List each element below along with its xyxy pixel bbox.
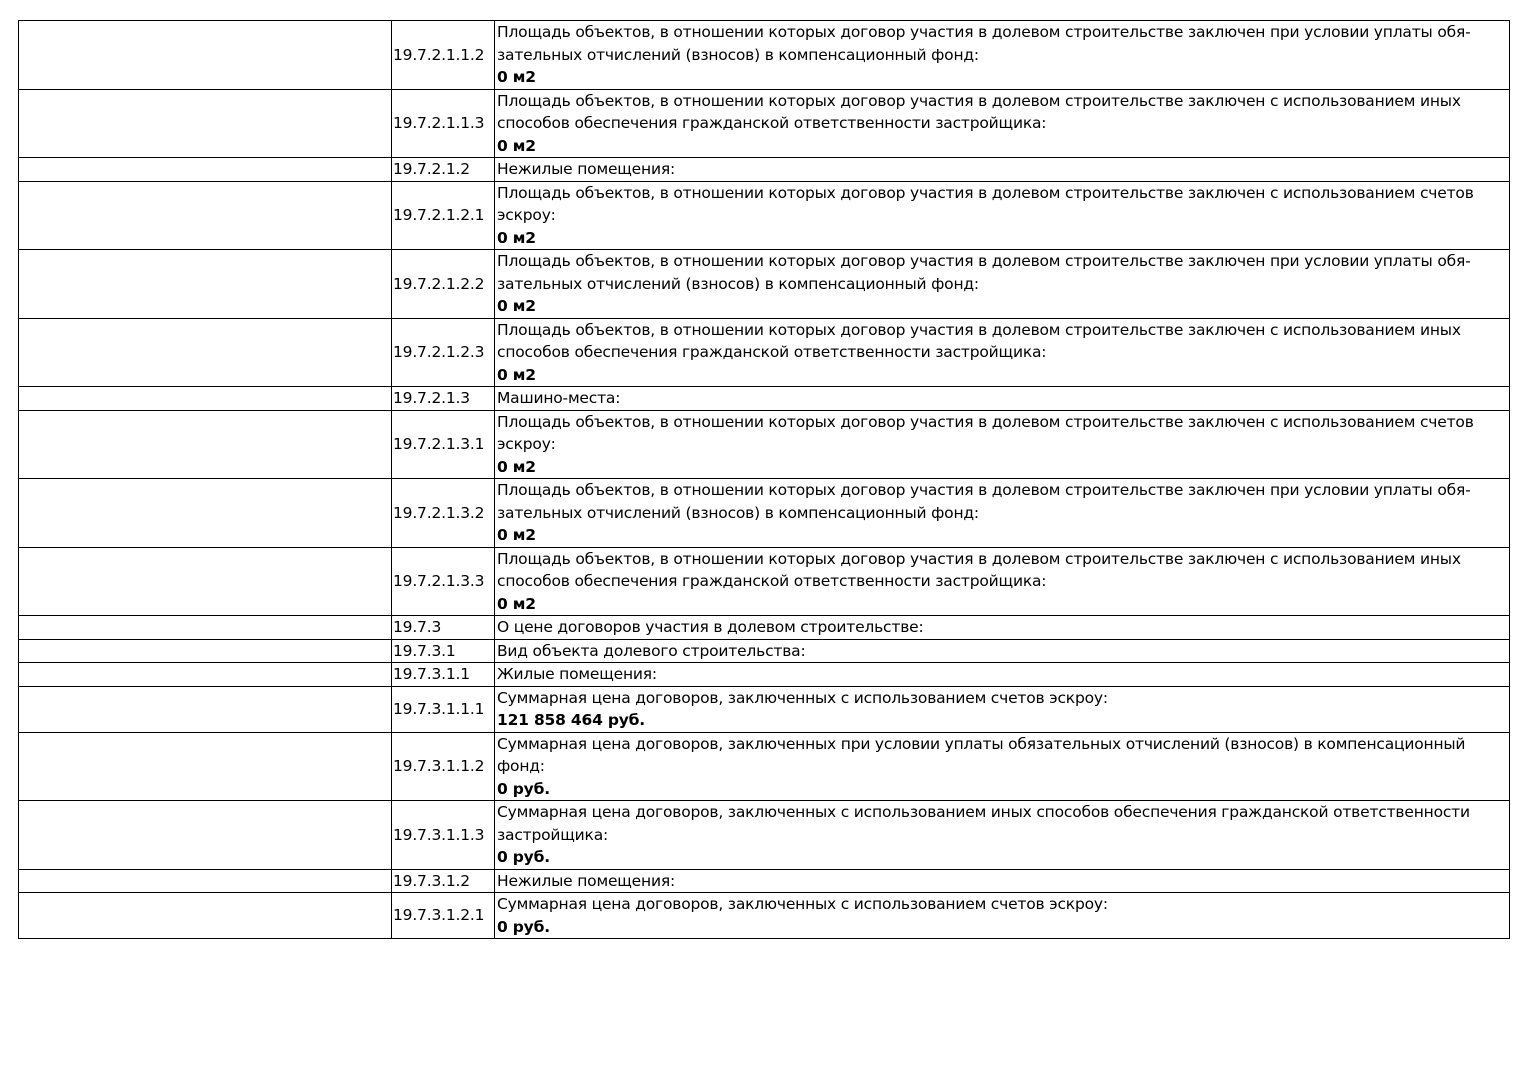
empty-cell [19, 250, 392, 319]
empty-cell [19, 732, 392, 801]
item-content [495, 410, 1510, 479]
item-number: 19.7.3.1.1.2 [392, 732, 495, 801]
item-label: Нежилые помещения: [497, 160, 675, 178]
table-row [19, 663, 1510, 687]
table-row [19, 250, 1510, 319]
empty-cell [19, 410, 392, 479]
item-content [495, 616, 1510, 640]
table-row [19, 801, 1510, 870]
table-row [19, 639, 1510, 663]
item-value: 0 м2 [497, 365, 536, 384]
item-content [495, 801, 1510, 870]
item-label: Площадь объектов, в отношении которых договор участия в долевом строительстве заключен при условии уплаты обязательных отчислений (взносов) в компенсационный фонд: [497, 481, 1471, 522]
item-number: 19.7.3.1.1.3 [392, 801, 495, 870]
empty-cell [19, 21, 392, 90]
item-number: 19.7.2.1.3 [392, 387, 495, 411]
table-row [19, 732, 1510, 801]
item-label: Вид объекта долевого строительства: [497, 641, 806, 660]
item-label: Суммарная цена договоров, заключенных при условии уплаты обязательных отчислений (взносов) в компенсационный фонд: [497, 734, 1466, 775]
empty-cell [19, 547, 392, 616]
item-content [495, 479, 1510, 548]
item-label: Площадь объектов, в отношении которых договор участия в долевом строительстве заключен с использованием счетов эскроу: [497, 183, 1474, 224]
table-row [19, 410, 1510, 479]
item-content [495, 158, 1510, 182]
item-value: 0 м2 [497, 526, 536, 544]
item-content [495, 869, 1510, 893]
item-number: 19.7.2.1.3.3 [392, 547, 495, 616]
empty-cell [19, 801, 392, 870]
empty-cell [19, 663, 392, 687]
item-number: 19.7.2.1.2.3 [392, 318, 495, 387]
item-value: 0 руб. [497, 848, 550, 866]
item-value: 0 м2 [497, 297, 536, 315]
item-number: 19.7.3.1.2 [392, 869, 495, 893]
empty-cell [19, 387, 392, 411]
empty-cell [19, 686, 392, 732]
item-value: 0 м2 [497, 457, 536, 476]
item-number: 19.7.2.1.1.3 [392, 89, 495, 158]
table-row [19, 181, 1510, 250]
item-label: Машино-места: [497, 389, 621, 407]
item-number: 19.7.2.1.3.2 [392, 479, 495, 548]
table-row [19, 158, 1510, 182]
item-content [495, 318, 1510, 387]
item-number: 19.7.2.1.2 [392, 158, 495, 182]
item-content [495, 732, 1510, 801]
item-value: 0 м2 [497, 594, 536, 613]
item-number: 19.7.2.1.3.1 [392, 410, 495, 479]
item-number: 19.7.2.1.1.2 [392, 21, 495, 90]
item-label: Жилые помещения: [497, 665, 657, 683]
empty-cell [19, 181, 392, 250]
item-value: 0 м2 [497, 136, 536, 155]
item-label: Суммарная цена договоров, заключенных с использованием иных способов обеспечения гражданской ответственности застройщика: [497, 803, 1470, 844]
empty-cell [19, 318, 392, 387]
item-value: 0 руб. [497, 917, 550, 936]
empty-cell [19, 89, 392, 158]
item-value: 0 м2 [497, 228, 536, 247]
table-row [19, 893, 1510, 939]
item-content [495, 387, 1510, 411]
empty-cell [19, 158, 392, 182]
table-row [19, 89, 1510, 158]
item-label: Площадь объектов, в отношении которых договор участия в долевом строительстве заключен при условии уплаты обязательных отчислений (взносов) в компенсационный фонд: [497, 252, 1471, 293]
item-number: 19.7.2.1.2.1 [392, 181, 495, 250]
item-number: 19.7.3.1.1 [392, 663, 495, 687]
table-row [19, 686, 1510, 732]
table-row [19, 869, 1510, 893]
item-label: Площадь объектов, в отношении которых договор участия в долевом строительстве заключен с использованием иных способов обеспечения гражданской ответственности застройщика: [497, 549, 1461, 590]
item-label: Нежилые помещения: [497, 871, 675, 890]
item-number: 19.7.2.1.2.2 [392, 250, 495, 319]
empty-cell [19, 616, 392, 640]
document-table [18, 20, 1510, 939]
item-label: Площадь объектов, в отношении которых договор участия в долевом строительстве заключен с использованием счетов эскроу: [497, 412, 1474, 453]
empty-cell [19, 893, 392, 939]
table-row [19, 21, 1510, 90]
item-number: 19.7.3.1 [392, 639, 495, 663]
item-label: Суммарная цена договоров, заключенных с использованием счетов эскроу: [497, 895, 1108, 913]
empty-cell [19, 479, 392, 548]
item-content [495, 21, 1510, 90]
item-content [495, 686, 1510, 732]
item-content [495, 181, 1510, 250]
item-value: 0 руб. [497, 779, 550, 798]
table-row [19, 616, 1510, 640]
item-value: 0 м2 [497, 68, 536, 86]
item-content [495, 663, 1510, 687]
empty-cell [19, 639, 392, 663]
item-label: Суммарная цена договоров, заключенных с использованием счетов эскроу: [497, 688, 1108, 707]
item-number: 19.7.3 [392, 616, 495, 640]
table-row [19, 318, 1510, 387]
item-label: О цене договоров участия в долевом строительстве: [497, 618, 924, 636]
item-label: Площадь объектов, в отношении которых договор участия в долевом строительстве заключен с использованием иных способов обеспечения гражданской ответственности застройщика: [497, 91, 1461, 132]
table-row [19, 547, 1510, 616]
empty-cell [19, 869, 392, 893]
item-content [495, 89, 1510, 158]
item-content [495, 250, 1510, 319]
item-label: Площадь объектов, в отношении которых договор участия в долевом строительстве заключен при условии уплаты обязательных отчислений (взносов) в компенсационный фонд: [497, 23, 1471, 64]
item-value: 121 858 464 руб. [497, 711, 645, 729]
item-content [495, 547, 1510, 616]
table-row [19, 387, 1510, 411]
item-number: 19.7.3.1.2.1 [392, 893, 495, 939]
item-content [495, 893, 1510, 939]
item-content [495, 639, 1510, 663]
document-table-body [19, 21, 1510, 939]
table-row [19, 479, 1510, 548]
item-number: 19.7.3.1.1.1 [392, 686, 495, 732]
item-label: Площадь объектов, в отношении которых договор участия в долевом строительстве заключен с использованием иных способов обеспечения гражданской ответственности застройщика: [497, 320, 1461, 361]
